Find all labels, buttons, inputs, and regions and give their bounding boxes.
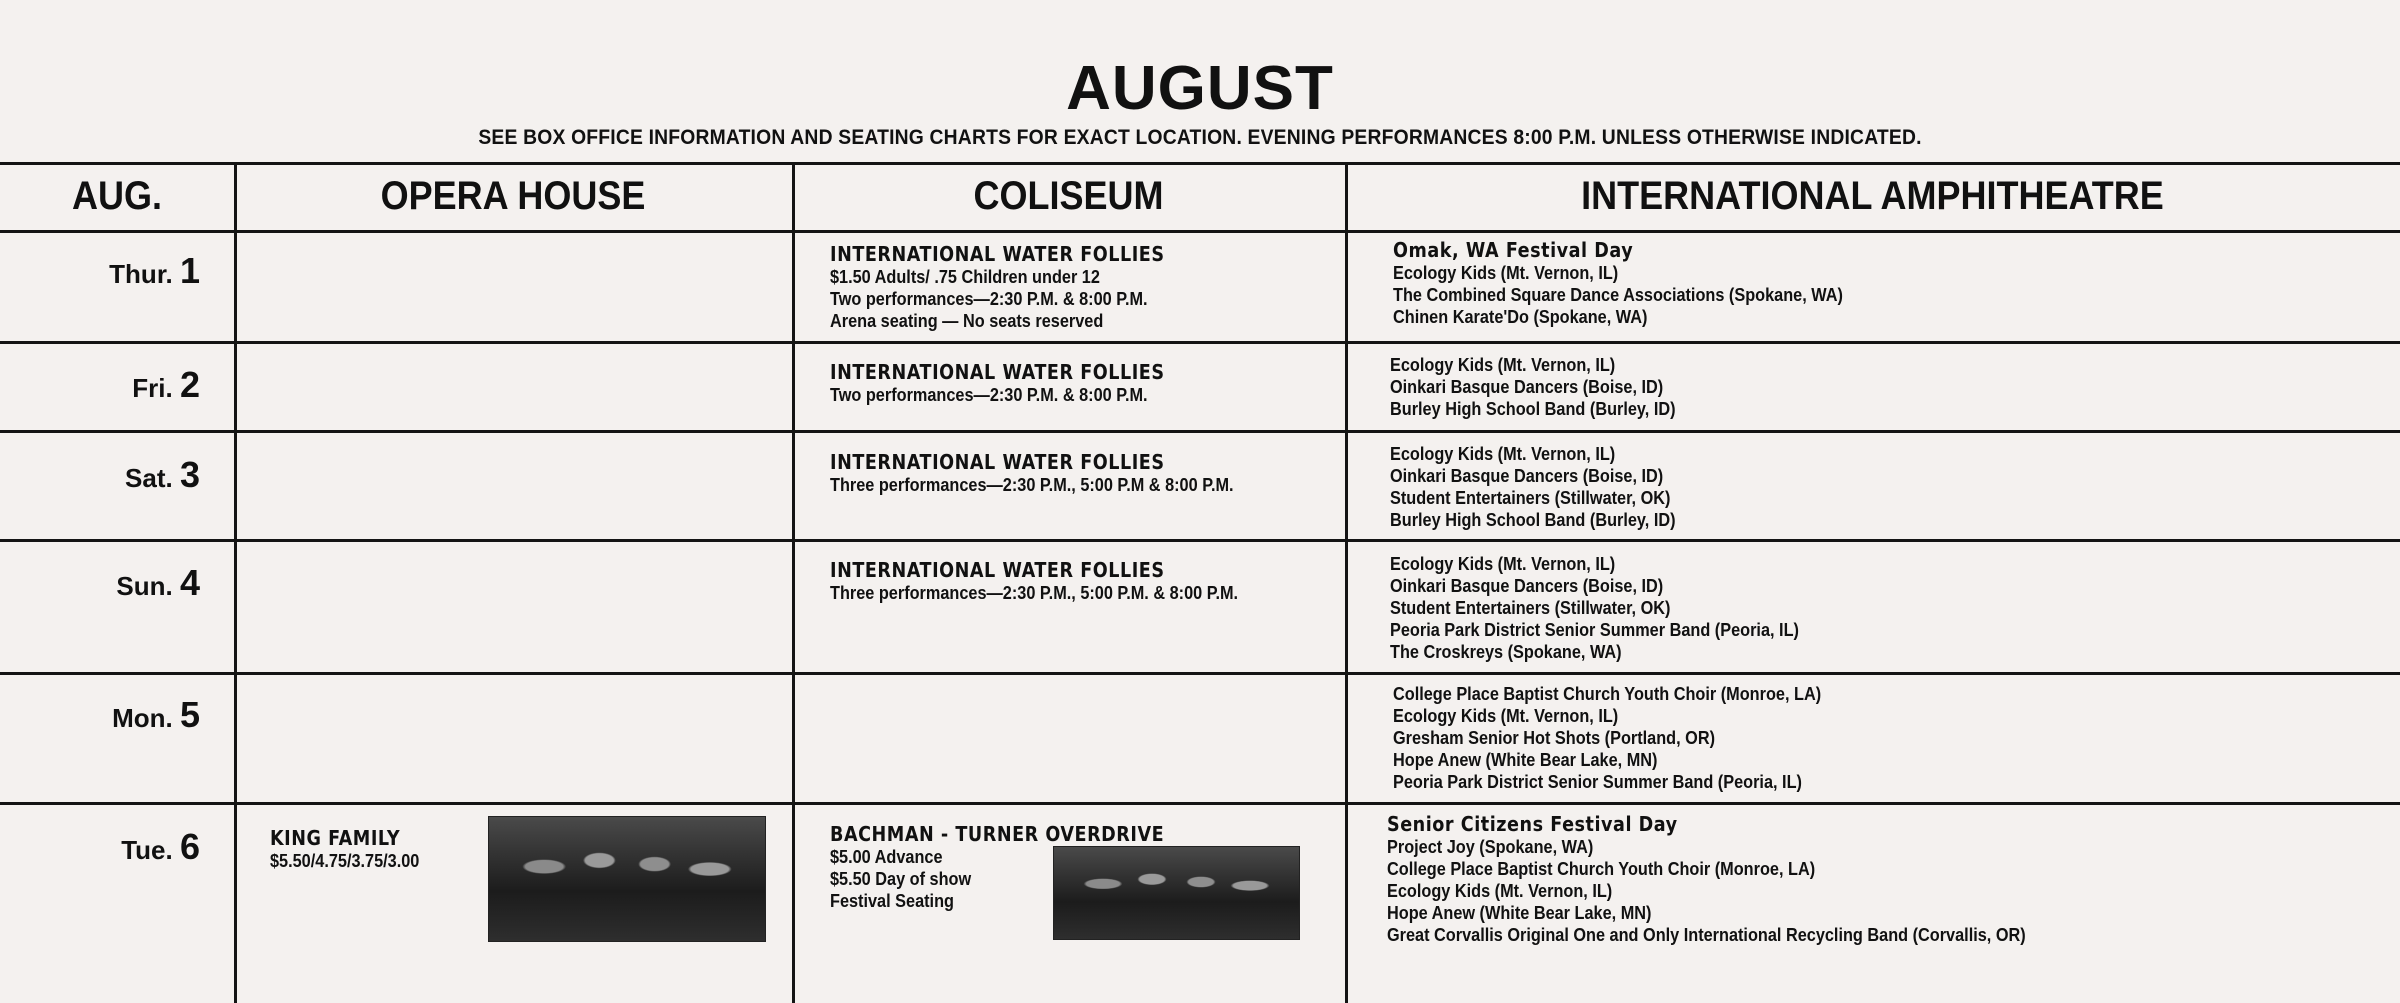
day-label [0,562,200,604]
event-title: INTERNATIONAL WATER FOLLIES [830,558,1165,582]
rule-row-2 [0,430,2400,433]
event-line: Oinkari Basque Dancers (Boise, ID) [1390,465,1664,486]
day-number: 5 [179,694,200,735]
event-title: KING FAMILY [270,826,401,850]
rule-row-3 [0,539,2400,542]
event-line: Burley High School Band (Burley, ID) [1390,509,1676,530]
event-line: Arena seating — No seats reserved [830,310,1104,331]
event-line: Two performances—2:30 P.M. & 8:00 P.M. [830,288,1148,309]
event-line: $1.50 Adults/ .75 Children under 12 [830,266,1100,287]
event-line: Student Entertainers (Stillwater, OK) [1390,597,1671,618]
event-line: Ecology Kids (Mt. Vernon, IL) [1390,354,1616,375]
event-title: INTERNATIONAL WATER FOLLIES [830,242,1165,266]
event-line: Student Entertainers (Stillwater, OK) [1390,487,1671,508]
page-subtitle: SEE BOX OFFICE INFORMATION AND SEATING CHARTS FOR EXACT LOCATION. EVENING PERFORMANCES 8:00 P.M. UNLESS OTHERWISE INDICATED. [478,126,1922,149]
band-photo [1053,846,1300,940]
amphitheatre-event [1393,238,1843,328]
event-line: Ecology Kids (Mt. Vernon, IL) [1390,443,1616,464]
day-name: Mon. [112,703,173,733]
day-number: 3 [179,454,200,495]
day-number: 4 [179,562,200,603]
amphitheatre-event [1390,553,1799,663]
coliseum-event [830,242,1165,332]
event-line: $5.00 Advance [830,846,943,867]
event-title: Omak, WA Festival Day [1393,238,1634,262]
day-label [0,454,200,496]
event-line: Chinen Karate'Do (Spokane, WA) [1393,306,1648,327]
day-name: Sat. [125,463,173,493]
rule-row-5 [0,802,2400,805]
event-line: Ecology Kids (Mt. Vernon, IL) [1393,705,1619,726]
event-line: Burley High School Band (Burley, ID) [1390,398,1676,419]
amphitheatre-event [1390,354,1676,420]
rule-col-1 [234,162,237,1003]
event-line: Festival Seating [830,890,954,911]
page-title: AUGUST [1066,54,1334,123]
day-label [0,694,200,736]
day-number: 1 [179,250,200,291]
event-title: BACHMAN - TURNER OVERDRIVE [830,822,1165,846]
event-line: Gresham Senior Hot Shots (Portland, OR) [1393,727,1716,748]
event-title: INTERNATIONAL WATER FOLLIES [830,360,1165,384]
day-name: Thur. [109,259,173,289]
rule-col-2 [792,162,795,1003]
event-title: Senior Citizens Festival Day [1387,812,1678,836]
coliseum-event [830,558,1238,604]
event-line: $5.50/4.75/3.75/3.00 [270,850,420,871]
day-label [0,250,200,292]
day-name: Tue. [121,835,173,865]
day-number: 6 [179,826,200,867]
column-header-opera-house: OPERA HOUSE [380,173,646,218]
day-name: Sun. [116,571,173,601]
coliseum-event [830,360,1165,406]
rule-col-3 [1345,162,1348,1003]
day-name: Fri. [132,373,173,403]
event-title: INTERNATIONAL WATER FOLLIES [830,450,1165,474]
day-label [0,826,200,868]
column-header-coliseum: COLISEUM [973,173,1164,218]
event-line: The Combined Square Dance Associations (Spokane, WA) [1393,284,1843,305]
event-line: Hope Anew (White Bear Lake, MN) [1387,902,1652,923]
event-line: $5.50 Day of show [830,868,972,889]
rule-row-1 [0,341,2400,344]
schedule-grid [0,162,2400,1003]
event-line: Great Corvallis Original One and Only International Recycling Band (Corvallis, OR) [1387,924,2026,945]
amphitheatre-event [1387,812,2026,946]
event-line: The Croskreys (Spokane, WA) [1390,641,1622,662]
day-number: 2 [179,364,200,405]
amphitheatre-event [1393,683,1821,793]
event-line: Project Joy (Spokane, WA) [1387,836,1594,857]
event-line: Oinkari Basque Dancers (Boise, ID) [1390,376,1664,397]
event-line: Peoria Park District Senior Summer Band (Peoria, IL) [1390,619,1799,640]
event-line: Ecology Kids (Mt. Vernon, IL) [1387,880,1613,901]
event-line: College Place Baptist Church Youth Choir (Monroe, LA) [1393,683,1822,704]
rule-row-4 [0,672,2400,675]
amphitheatre-event [1390,443,1676,531]
event-line: Hope Anew (White Bear Lake, MN) [1393,749,1658,770]
king-family-photo [488,816,766,942]
event-line: Peoria Park District Senior Summer Band (Peoria, IL) [1393,771,1802,792]
event-line: Three performances—2:30 P.M., 5:00 P.M & 8:00 P.M. [830,474,1234,495]
event-line: College Place Baptist Church Youth Choir (Monroe, LA) [1387,858,1816,879]
event-line: Ecology Kids (Mt. Vernon, IL) [1390,553,1616,574]
event-line: Ecology Kids (Mt. Vernon, IL) [1393,262,1619,283]
event-line: Two performances—2:30 P.M. & 8:00 P.M. [830,384,1148,405]
rule-header [0,230,2400,233]
event-line: Three performances—2:30 P.M., 5:00 P.M. & 8:00 P.M. [830,582,1239,603]
column-header-amphitheatre: INTERNATIONAL AMPHITHEATRE [1581,173,2164,218]
event-line: Oinkari Basque Dancers (Boise, ID) [1390,575,1664,596]
coliseum-event [830,450,1234,496]
opera-house-event [270,826,419,872]
day-label [0,364,200,406]
column-header-date: AUG. [72,173,162,218]
